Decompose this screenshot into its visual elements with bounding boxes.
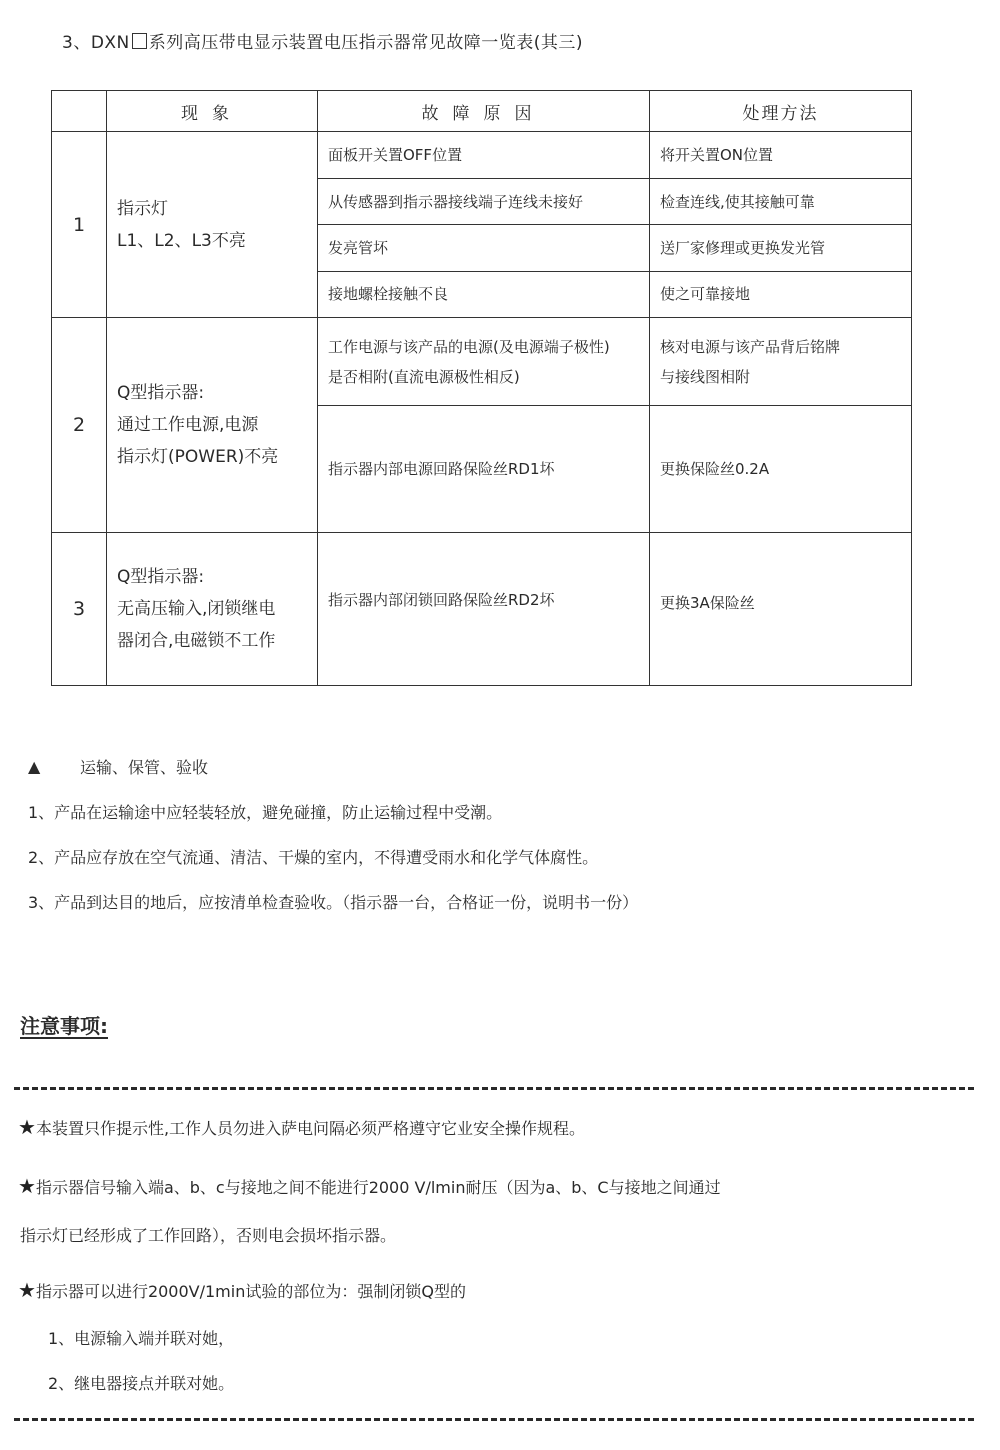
- transport-item: 1、产品在运输途中应轻装轻放，避免碰撞，防止运输过程中受潮。: [28, 803, 503, 822]
- triangle-icon: ▲: [28, 757, 41, 776]
- symptom-line: 指示灯(POWER)不亮: [117, 447, 279, 468]
- row-number: 3: [52, 533, 107, 686]
- star-icon: ★: [18, 1115, 36, 1139]
- symptom-line: 通过工作电源,电源: [117, 415, 259, 436]
- symptom-line: Q型指示器:: [117, 383, 205, 404]
- row-number: 1: [52, 132, 107, 318]
- cause-cell: 接地螺栓接触不良: [318, 271, 650, 317]
- notes-heading: 注意事项:: [20, 1014, 108, 1038]
- table-row: [52, 318, 912, 406]
- fix-line: 核对电源与该产品背后铭牌: [660, 337, 841, 356]
- dashed-divider: [14, 1418, 974, 1421]
- table-row: [52, 132, 912, 178]
- star-icon: ★: [18, 1278, 36, 1302]
- header-fix: 处理方法: [650, 91, 912, 132]
- symptom-line: Q型指示器:: [117, 567, 205, 588]
- header-index: [52, 91, 107, 132]
- fix-cell: [650, 318, 912, 406]
- fix-cell: 将开关置ON位置: [650, 132, 912, 178]
- cause-cell: 面板开关置OFF位置: [318, 132, 650, 178]
- symptom-line: 器闭合,电磁锁不工作: [117, 631, 276, 652]
- note-subitem: 2、继电器接点并联对她。: [48, 1374, 235, 1393]
- checkbox-square-icon: [132, 33, 147, 49]
- cause-line: 是否相附(直流电源极性相反): [328, 367, 520, 386]
- symptom-cell: [107, 132, 318, 318]
- note-subitem: 1、电源输入端并联对她，: [48, 1329, 235, 1348]
- fix-cell: 更换3A保险丝: [650, 533, 912, 686]
- fix-line: 与接线图相附: [660, 367, 751, 386]
- cause-cell: 指示器内部电源回路保险丝RD1坏: [318, 406, 650, 533]
- transport-item: 3、产品到达目的地后，应按清单检查验收。（指示器一台，合格证一份，说明书一份）: [28, 893, 639, 912]
- symptom-line: 指示灯: [117, 198, 168, 219]
- header-cause: 故障原因: [318, 91, 650, 132]
- symptom-line: 无高压输入,闭锁继电: [117, 599, 276, 620]
- fault-table: [51, 90, 912, 686]
- title-suffix: 系列高压带电显示装置电压指示器常见故障一览表(其三): [148, 33, 584, 53]
- table-header-row: [52, 91, 912, 132]
- note-item: [18, 1115, 585, 1139]
- star-icon: ★: [18, 1174, 36, 1198]
- symptom-cell: [107, 533, 318, 686]
- cause-cell: [318, 318, 650, 406]
- cause-cell: 指示器内部闭锁回路保险丝RD2坏: [318, 533, 650, 686]
- fix-cell: 使之可靠接地: [650, 271, 912, 317]
- note-item: [18, 1174, 721, 1198]
- row-number: 2: [52, 318, 107, 533]
- note-text: 本装置只作提示性,工作人员勿进入萨电问隔必须严格遵守它业安全操作规程。: [35, 1119, 586, 1138]
- cause-line: 工作电源与该产品的电源(及电源端子极性): [328, 337, 610, 356]
- note-item: [18, 1278, 466, 1302]
- fix-cell: 检查连线,使其接触可靠: [650, 178, 912, 224]
- symptom-line: L1、L2、L3不亮: [117, 230, 246, 251]
- symptom-cell: [107, 318, 318, 533]
- dashed-divider: [14, 1087, 974, 1090]
- cause-cell: 发亮管坏: [318, 225, 650, 271]
- cause-cell: 从传感器到指示器接线端子连线未接好: [318, 178, 650, 224]
- fix-cell: 更换保险丝0.2A: [650, 406, 912, 533]
- page-title: [62, 28, 583, 53]
- header-symptom: 现象: [107, 91, 318, 132]
- table-row: [52, 533, 912, 686]
- title-prefix: 3、DXN: [62, 33, 130, 53]
- note-text: 指示器信号输入端a、b、c与接地之间不能进行2000 V/lmin耐压（因为a、b、C与接地之间通过: [35, 1178, 721, 1197]
- transport-heading: 运输、保管、验收: [80, 758, 209, 777]
- fix-cell: 送厂家修理或更换发光管: [650, 225, 912, 271]
- note-text: 指示灯已经形成了工作回路），否则电会损坏指示器。: [20, 1226, 397, 1245]
- transport-item: 2、产品应存放在空气流通、清洁、干燥的室内，不得遭受雨水和化学气体腐性。: [28, 848, 599, 867]
- note-text: 指示器可以进行2000V/1min试验的部位为：强制闭锁Q型的: [35, 1282, 466, 1301]
